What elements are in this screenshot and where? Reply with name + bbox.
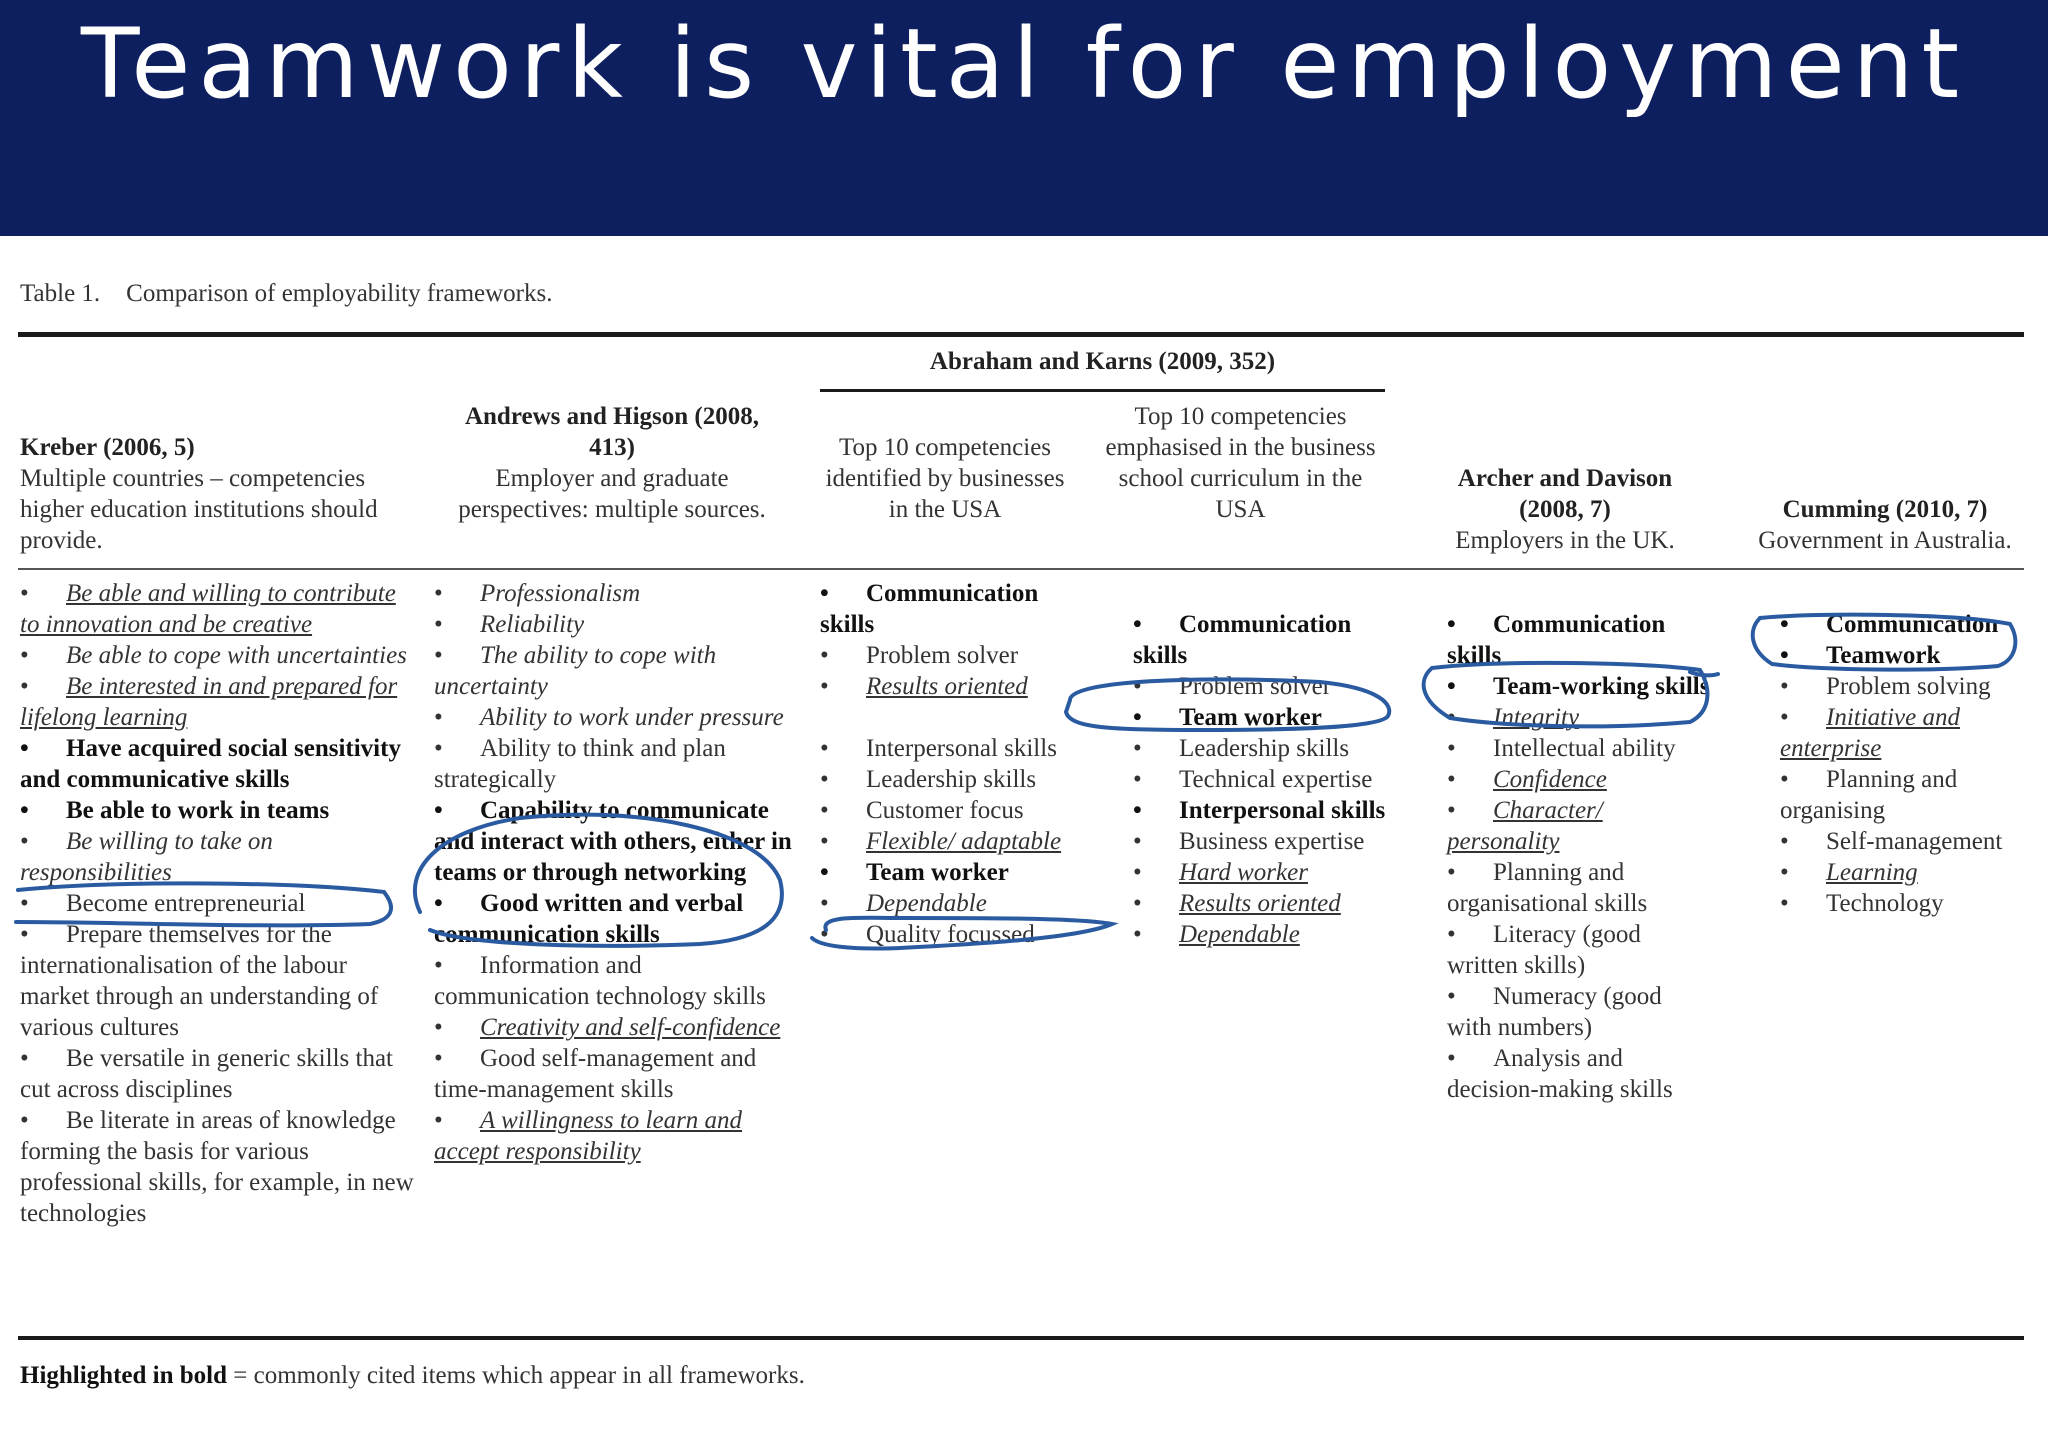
bullet-icon: • [434, 797, 443, 824]
list-item [820, 640, 1075, 671]
bullet-icon: • [1447, 797, 1456, 824]
bullet-icon: • [1133, 890, 1142, 917]
bullet-icon: • [20, 797, 29, 824]
list-item-text: Hard worker [1179, 859, 1308, 886]
list-item-text: Good written and verbal communication skills [434, 890, 744, 948]
list-item [820, 764, 1075, 795]
list-item [1447, 671, 1712, 702]
bullet-icon: • [1780, 828, 1789, 855]
bullet-icon: • [1133, 921, 1142, 948]
bullet-icon: • [1133, 704, 1142, 731]
list-item-text: Have acquired social sensitivity and communicative skills [20, 735, 401, 793]
bullet-icon: • [1133, 766, 1142, 793]
list-item [434, 1043, 796, 1105]
bullet-icon: • [434, 1045, 443, 1072]
list-item [1780, 671, 2030, 702]
column-kreber [20, 578, 420, 1229]
header-archer-davison [1430, 463, 1700, 556]
bullet-icon: • [434, 611, 443, 638]
list-item-text: Professionalism [480, 580, 641, 607]
bullet-icon: • [20, 921, 29, 948]
list-item [20, 1043, 420, 1105]
list-item-text: Quality focussed [866, 921, 1035, 948]
list-item-text: Be willing to take on responsibilities [20, 828, 273, 886]
bullet-icon: • [1780, 642, 1789, 669]
column-andrews-higson [434, 578, 796, 1167]
list-item [1133, 764, 1388, 795]
list-item [434, 702, 796, 733]
list-item [434, 609, 796, 640]
column-abraham-businesses [820, 578, 1075, 950]
list-item-text: Numeracy (good with numbers) [1447, 983, 1662, 1041]
list-item [1780, 764, 2030, 826]
bullet-icon: • [1133, 859, 1142, 886]
list-item [1780, 857, 2030, 888]
bullet-icon: • [20, 642, 29, 669]
list-item-text: Reliability [480, 611, 585, 638]
list-item [820, 888, 1075, 919]
list-item [1133, 733, 1388, 764]
list-item [1133, 795, 1388, 826]
list-item [434, 950, 796, 1012]
header-cumming [1735, 494, 2035, 556]
bullet-icon: • [1447, 921, 1456, 948]
list-item-text: The ability to cope with uncertainty [434, 642, 717, 700]
bullet-icon: • [1447, 983, 1456, 1010]
bullet-icon: • [1780, 704, 1789, 731]
list-item [20, 1105, 420, 1229]
bullet-icon: • [820, 797, 829, 824]
list-item-text: Self-management [1826, 828, 2003, 855]
bullet-icon: • [20, 1107, 29, 1134]
list-item-text: Technical expertise [1179, 766, 1373, 793]
bullet-icon: • [20, 735, 29, 762]
header-author: Archer and Davison (2008, 7) [1457, 465, 1673, 523]
bullet-icon: • [20, 828, 29, 855]
header-desc: Employer and graduate perspectives: multiple sources. [458, 465, 766, 523]
list-item-text: Capability to communicate and interact with others, either in teams or through networking [434, 797, 792, 886]
span-header-rule [820, 389, 1385, 392]
list-item [1133, 857, 1388, 888]
list-item [1133, 888, 1388, 919]
bullet-icon: • [20, 673, 29, 700]
list-item [434, 733, 796, 795]
bullet-icon: • [1780, 673, 1789, 700]
list-item-text: Be able to cope with uncertainties [66, 642, 407, 669]
list-item-text: Be able and willing to contribute to innovation and be creative [20, 580, 396, 638]
list-item [820, 857, 1075, 888]
bullet-icon: • [1780, 611, 1789, 638]
list-item [1447, 733, 1712, 764]
column-archer-davison [1447, 609, 1712, 1105]
list-item [820, 671, 1075, 702]
list-item-text: Be able to work in teams [66, 797, 330, 824]
list-item [434, 1012, 796, 1043]
bullet-icon: • [1447, 859, 1456, 886]
bullet-icon: • [1133, 797, 1142, 824]
bullet-icon: • [434, 580, 443, 607]
list-item-text: Results oriented [1179, 890, 1341, 917]
list-item [434, 795, 796, 888]
list-item [1447, 919, 1712, 981]
bullet-icon: • [1447, 611, 1456, 638]
list-item-text: Analysis and decision-making skills [1447, 1045, 1673, 1103]
bullet-icon: • [434, 735, 443, 762]
list-item-text: Creativity and self-confidence [480, 1014, 781, 1041]
list-item [434, 1105, 796, 1167]
bullet-icon: • [1447, 704, 1456, 731]
bullet-icon: • [820, 642, 829, 669]
bullet-icon: • [434, 704, 443, 731]
bullet-icon: • [434, 642, 443, 669]
bullet-icon: • [434, 952, 443, 979]
header-author: Kreber (2006, 5) [20, 434, 195, 461]
list-item [434, 888, 796, 950]
list-item [1447, 857, 1712, 919]
list-item [1780, 609, 2030, 640]
list-item-text: Leadership skills [866, 766, 1037, 793]
list-item [820, 919, 1075, 950]
list-item-text: Results oriented [866, 673, 1028, 700]
table-caption-text: Comparison of employability frameworks. [126, 280, 553, 307]
bullet-icon: • [20, 890, 29, 917]
header-desc: Top 10 competencies identified by businesses in the USA [825, 434, 1065, 523]
bullet-icon: • [1133, 673, 1142, 700]
list-item [20, 671, 420, 733]
list-item [1780, 640, 2030, 671]
list-item [1447, 702, 1712, 733]
list-item-text: Leadership skills [1179, 735, 1350, 762]
bullet-icon: • [1780, 859, 1789, 886]
list-item-text: Team worker [1179, 704, 1322, 731]
bullet-icon: • [820, 673, 829, 700]
bullet-icon: • [20, 1045, 29, 1072]
list-item [1780, 702, 2030, 764]
bullet-icon: • [434, 1014, 443, 1041]
list-item-text: Problem solver [866, 642, 1019, 669]
list-item [1447, 795, 1712, 857]
list-item-text: Flexible/ adaptable [866, 828, 1062, 855]
list-item-text: Communication [1826, 611, 1999, 638]
list-item [820, 826, 1075, 857]
list-item [1447, 609, 1712, 671]
list-item-text: Dependable [1179, 921, 1300, 948]
footnote-bold: Highlighted in bold [20, 1362, 228, 1389]
list-item-text: Be versatile in generic skills that cut across disciplines [20, 1045, 393, 1103]
list-item-text: Confidence [1493, 766, 1607, 793]
bullet-icon: • [820, 766, 829, 793]
list-item-text: Planning and organising [1780, 766, 1958, 824]
list-item [20, 888, 420, 919]
list-item [1447, 981, 1712, 1043]
bullet-icon: • [820, 859, 829, 886]
bullet-icon: • [1447, 766, 1456, 793]
list-item-text: Planning and organisational skills [1447, 859, 1648, 917]
list-item [20, 826, 420, 888]
list-item [1133, 826, 1388, 857]
list-item [1780, 888, 2030, 919]
list-item-text: Information and communication technology skills [434, 952, 766, 1010]
footnote-text: = commonly cited items which appear in all frameworks. [227, 1362, 805, 1389]
bullet-icon: • [1447, 735, 1456, 762]
header-desc: Government in Australia. [1758, 527, 2012, 554]
list-item [1447, 1043, 1712, 1105]
header-author: Cumming (2010, 7) [1782, 496, 1988, 523]
table-top-rule [18, 332, 2024, 337]
list-item [434, 640, 796, 702]
bullet-icon: • [820, 890, 829, 917]
list-item-text: Interpersonal skills [866, 735, 1057, 762]
table-bottom-rule [18, 1336, 2024, 1340]
list-item-text: Ability to think and plan strategically [434, 735, 726, 793]
bullet-icon: • [434, 890, 443, 917]
list-item [1133, 671, 1388, 702]
table-caption-number: Table 1. [20, 280, 101, 307]
list-item [20, 795, 420, 826]
bullet-icon: • [820, 828, 829, 855]
bullet-icon: • [1133, 735, 1142, 762]
list-item-text: Interpersonal skills [1179, 797, 1386, 824]
header-kreber [20, 432, 420, 556]
list-item-text: Be interested in and prepared for lifelong learning [20, 673, 398, 731]
list-item-text: Intellectual ability [1493, 735, 1676, 762]
slide-title: Teamwork is vital for employment [80, 8, 1968, 120]
list-item [20, 733, 420, 795]
bullet-icon: • [1780, 766, 1789, 793]
header-abraham-curriculum [1098, 401, 1383, 525]
list-item-text: Integrity [1493, 704, 1580, 731]
bullet-icon: • [820, 735, 829, 762]
header-andrews-higson [452, 401, 772, 525]
header-abraham-businesses [820, 432, 1070, 525]
list-item-text: Team-working skills [1493, 673, 1710, 700]
bullet-icon: • [434, 1107, 443, 1134]
bullet-icon: • [820, 580, 829, 607]
list-item-text: Communication skills [1447, 611, 1666, 669]
column-cumming [1780, 609, 2030, 919]
header-rule [18, 568, 2024, 570]
bullet-icon: • [1447, 1045, 1456, 1072]
header-desc: Multiple countries – competencies higher education institutions should provide. [20, 465, 378, 554]
list-item-text: Character/ personality [1447, 797, 1603, 855]
list-item [1780, 826, 2030, 857]
list-item-text: Teamwork [1826, 642, 1941, 669]
list-item [820, 733, 1075, 764]
list-item [20, 640, 420, 671]
list-item-text: Communication skills [1133, 611, 1352, 669]
list-item-text: Communication skills [820, 580, 1039, 638]
list-item [434, 578, 796, 609]
bullet-icon: • [1133, 611, 1142, 638]
bullet-icon: • [20, 580, 29, 607]
list-item-text: Ability to work under pressure [480, 704, 784, 731]
list-item-text: Dependable [866, 890, 987, 917]
list-item [20, 919, 420, 1043]
list-item [1133, 702, 1388, 733]
list-item-text: Prepare themselves for the internationalisation of the labour market through an understanding of various cultures [20, 921, 379, 1041]
list-item [1447, 764, 1712, 795]
list-item [1133, 919, 1388, 950]
table-footnote [20, 1362, 805, 1390]
list-item-text: Team worker [866, 859, 1009, 886]
header-desc: Top 10 competencies emphasised in the business school curriculum in the USA [1105, 403, 1376, 523]
column-abraham-curriculum [1133, 609, 1388, 950]
bullet-icon: • [1447, 673, 1456, 700]
bullet-icon: • [820, 921, 829, 948]
list-item [820, 795, 1075, 826]
list-item-text: Be literate in areas of knowledge forming the basis for various professional skills, for example, in new technologies [20, 1107, 414, 1227]
table-caption [20, 280, 552, 308]
abraham-karns-span-header: Abraham and Karns (2009, 352) [929, 348, 1276, 375]
list-item-text: Learning [1826, 859, 1918, 886]
list-item-text: Customer focus [866, 797, 1024, 824]
list-item-text: Business expertise [1179, 828, 1365, 855]
list-item-text: Initiative and enterprise [1780, 704, 1960, 762]
list-item-text: Problem solver [1179, 673, 1332, 700]
list-item-text: Literacy (good written skills) [1447, 921, 1641, 979]
list-item-text: Good self-management and time-management skills [434, 1045, 757, 1103]
list-item-text: A willingness to learn and accept responsibility [434, 1107, 743, 1165]
list-item [820, 578, 1075, 640]
list-item-text: Become entrepreneurial [66, 890, 306, 917]
header-author: Andrews and Higson (2008, 413) [464, 403, 760, 461]
list-item [20, 578, 420, 640]
header-desc: Employers in the UK. [1455, 527, 1675, 554]
bullet-icon: • [1780, 890, 1789, 917]
list-item-text: Problem solving [1826, 673, 1991, 700]
title-banner [0, 0, 2048, 236]
list-item [1133, 609, 1388, 671]
bullet-icon: • [1133, 828, 1142, 855]
list-item-text: Technology [1826, 890, 1944, 917]
